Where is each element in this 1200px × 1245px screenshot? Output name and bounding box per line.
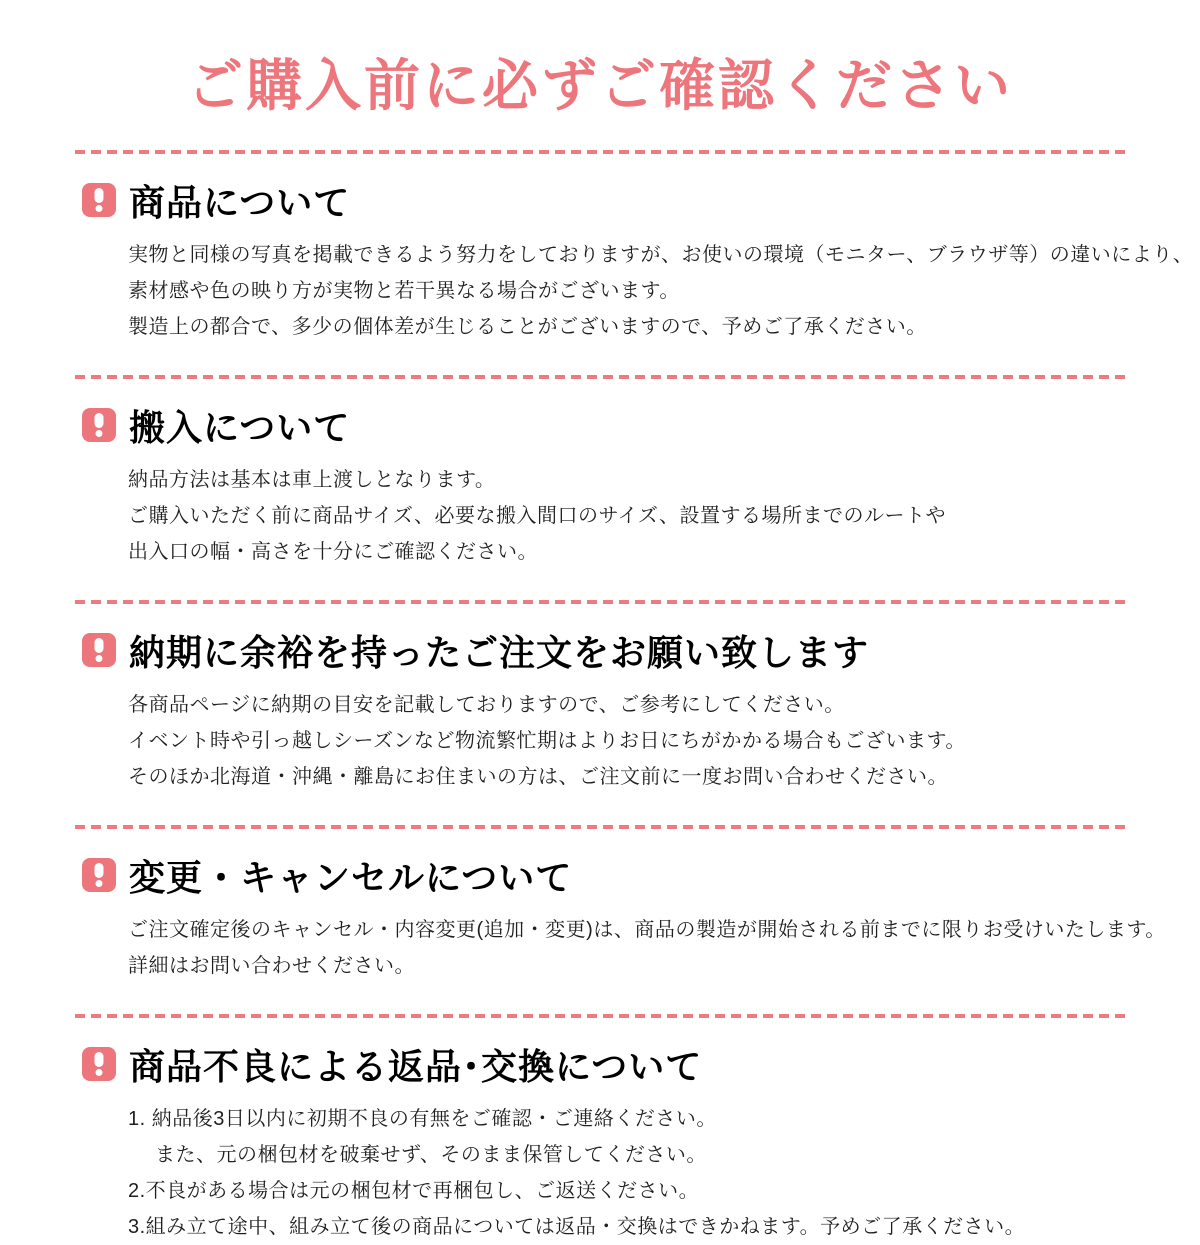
section-change-cancel — [82, 854, 1166, 984]
section-header — [82, 854, 1125, 896]
body-line: ご注文確定後のキャンセル・内容変更(追加・変更)は、商品の製造が開始される前までに限りお受けいたします。 — [128, 919, 1166, 941]
section-heading: 商品不良による返品･交換について — [129, 1045, 703, 1087]
body-line: 詳細はお問い合わせください。 — [128, 955, 415, 977]
body-line: 各商品ページに納期の目安を記載しておりますので、ご参考にしてください。 — [128, 694, 845, 716]
section-header — [82, 179, 1125, 221]
section-body — [128, 1101, 1125, 1245]
section-body — [128, 912, 1166, 984]
dashed-divider — [75, 825, 1125, 829]
section-body — [128, 462, 1125, 570]
section-header — [82, 404, 1125, 446]
body-line: 3.組み立て途中、組み立て後の商品については返品・交換はできかねます。予めご了承ください。 — [128, 1216, 1026, 1238]
alert-icon — [82, 858, 116, 892]
section-return-exchange — [82, 1043, 1125, 1245]
body-line: 1. 納品後3日以内に初期不良の有無をご確認・ご連絡ください。 — [128, 1108, 717, 1130]
section-about-product — [82, 179, 1194, 345]
section-heading: 搬入について — [129, 406, 351, 448]
dashed-divider — [75, 1014, 1125, 1018]
section-body — [128, 687, 1125, 795]
dashed-divider — [75, 375, 1125, 379]
section-body — [128, 237, 1194, 345]
section-lead-time — [82, 629, 1125, 795]
section-heading: 変更・キャンセルについて — [129, 856, 573, 898]
page-title: ご購入前に必ずご確認ください — [187, 54, 1013, 117]
alert-icon — [82, 1047, 116, 1081]
alert-icon — [82, 183, 116, 217]
body-line: 素材感や色の映り方が実物と若干異なる場合がございます。 — [128, 280, 680, 302]
section-header — [82, 629, 1125, 671]
body-line: また、元の梱包材を破棄せず、そのまま保管してください。 — [155, 1144, 707, 1166]
dashed-divider — [75, 600, 1125, 604]
body-line: そのほか北海道・沖縄・離島にお住まいの方は、ご注文前に一度お問い合わせください。 — [128, 766, 948, 788]
section-heading: 納期に余裕を持ったご注文をお願い致します — [129, 631, 870, 673]
body-line: 2.不良がある場合は元の梱包材で再梱包し、ご返送ください。 — [128, 1180, 700, 1202]
section-delivery — [82, 404, 1125, 570]
section-heading: 商品について — [129, 181, 351, 223]
body-line: ご購入いただく前に商品サイズ、必要な搬入間口のサイズ、設置する場所までのルートや — [128, 505, 946, 527]
body-line: 製造上の都合で、多少の個体差が生じることがございますので、予めご了承ください。 — [128, 316, 927, 338]
body-line: 納品方法は基本は車上渡しとなります。 — [128, 469, 496, 491]
section-header — [82, 1043, 1125, 1085]
alert-icon — [82, 408, 116, 442]
alert-icon — [82, 633, 116, 667]
dashed-divider — [75, 150, 1125, 154]
body-line: 実物と同様の写真を掲載できるよう努力をしておりますが、お使いの環境（モニター、ブラウザ等）の違いにより、 — [128, 244, 1194, 266]
body-line: イベント時や引っ越しシーズンなど物流繁忙期はよりお日にちがかかる場合もございます。 — [128, 730, 966, 752]
body-line: 出入口の幅・高さを十分にご確認ください。 — [128, 541, 538, 563]
